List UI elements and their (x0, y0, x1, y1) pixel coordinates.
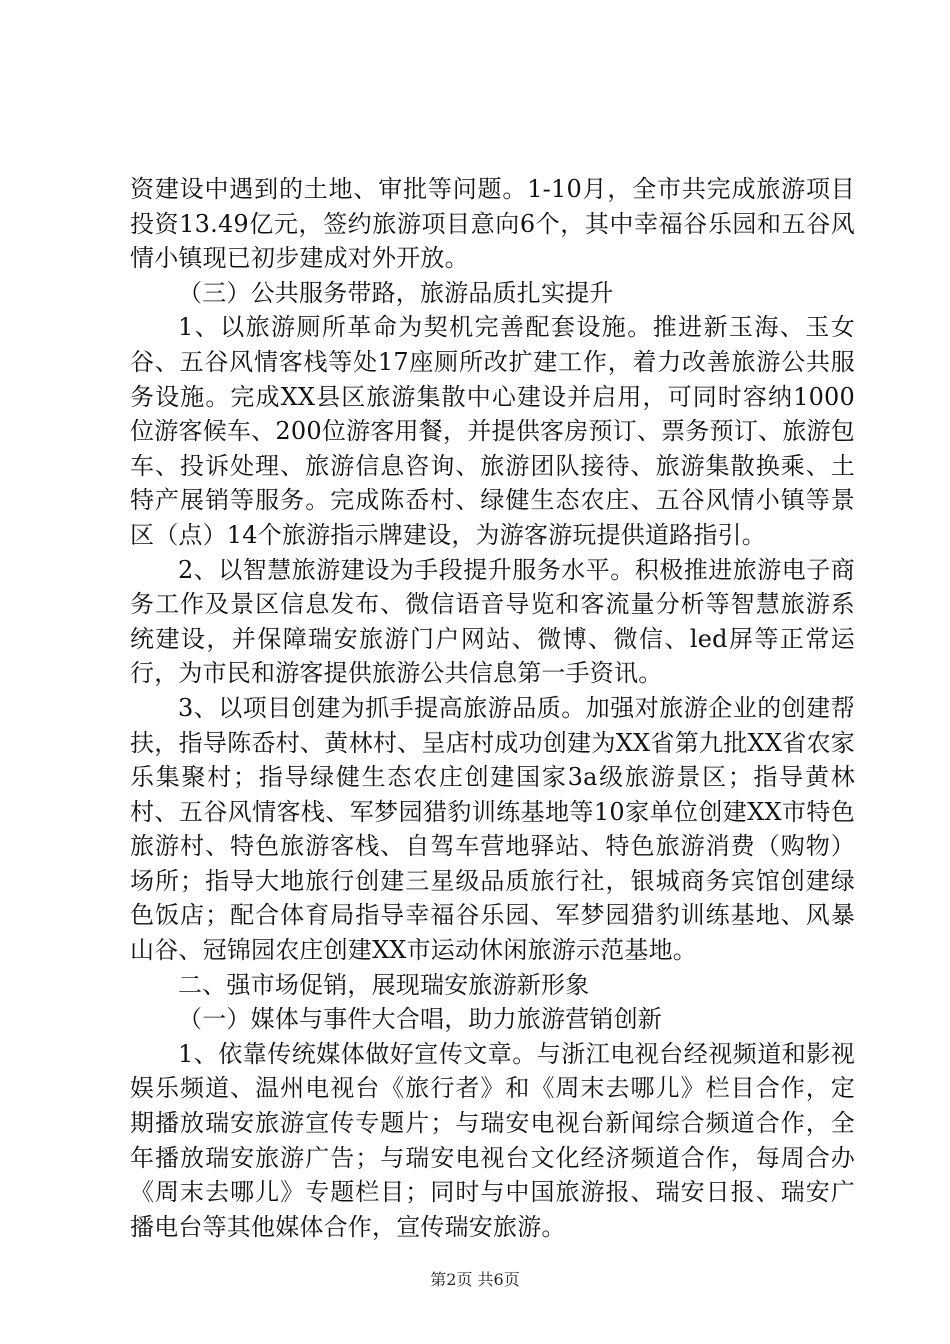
section-heading-media-events: （一）媒体与事件大合唱，助力旅游营销创新 (178, 1005, 662, 1034)
paragraph-project-creation: 3、以项目创建为抓手提高旅游品质。加强对旅游企业的创建帮扶，指导陈岙村、黄林村、呈店村成功创建为XX省第九批XX省农家乐集聚村；指导绿健生态农庄创建国家3a级旅游景区；指导黄林村、五谷风情客栈、军梦园猎豹训练基地等10家单位创建XX市特色旅游村、特色旅游客栈、自驾车营地驿站、特色旅游消费（购物）场所；指导大地旅行创建三星级品质旅行社，银城商务宾馆创建绿色饭店；配合体育局指导幸福谷乐园、军梦园猎豹训练基地、风暴山谷、冠锦园农庄创建XX市运动休闲旅游示范基地。 (130, 693, 855, 965)
paragraph-continuation: 资建设中遇到的土地、审批等问题。1-10月，全市共完成旅游项目投资13.49亿元，签约旅游项目意向6个，其中幸福谷乐园和五谷风情小镇现已初步建成对外开放。 (130, 175, 855, 273)
section-heading-market-promotion: 二、强市场促销，展现瑞安旅游新形象 (178, 970, 590, 999)
section-heading-public-service: （三）公共服务带路，旅游品质扎实提升 (178, 278, 614, 307)
paragraph-smart-tourism: 2、以智慧旅游建设为手段提升服务水平。积极推进旅游电子商务工作及景区信息发布、微信语音导览和客流量分析等智慧旅游系统建设，并保障瑞安旅游门户网站、微博、微信、led屏等正常运行，为市民和游客提供旅游公共信息第一手资讯。 (130, 555, 855, 688)
paragraph-toilet-revolution: 1、以旅游厕所革命为契机完善配套设施。推进新玉海、玉女谷、五谷风情客栈等处17座厕所改扩建工作，着力改善旅游公共服务设施。完成XX县区旅游集散中心建设并启用，可同时容纳1000位游客候车、200位游客用餐，并提供客房预订、票务预订、旅游包车、投诉处理、旅游信息咨询、旅游团队接待、旅游集散换乘、土特产展销等服务。完成陈岙村、绿健生态农庄、五谷风情小镇等景区（点）14个旅游指示牌建设，为游客游玩提供道路指引。 (130, 313, 855, 549)
paragraph-traditional-media: 1、依靠传统媒体做好宣传文章。与浙江电视台经视频道和影视娱乐频道、温州电视台《旅行者》和《周末去哪儿》栏目合作，定期播放瑞安旅游宣传专题片；与瑞安电视台新闻综合频道合作，全年播放瑞安旅游广告；与瑞安电视台文化经济频道合作，每周合办《周末去哪儿》专题栏目；同时与中国旅游报、瑞安日报、瑞安广播电台等其他媒体合作，宣传瑞安旅游。 (130, 1039, 855, 1241)
page-number-footer: 第2页 共6页 (430, 1270, 520, 1289)
document-body (130, 172, 855, 1244)
